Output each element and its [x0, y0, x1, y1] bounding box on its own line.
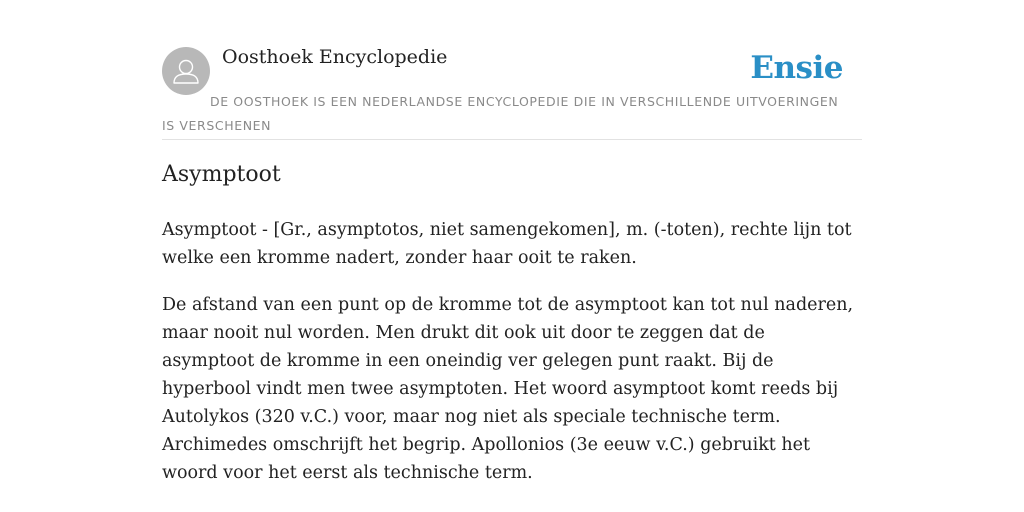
ensie-logo[interactable]: Ensie	[750, 50, 843, 86]
source-description: DE OOSTHOEK IS EEN NEDERLANDSE ENCYCLOPEDIE DIE IN VERSCHILLENDE UITVOERINGEN IS VERSCHENEN	[162, 94, 839, 133]
page-container	[162, 0, 862, 483]
article-paragraph-1: Asymptoot - [Gr., asymptotos, niet samengekomen], m. (-toten), rechte lijn tot welke een kromme nadert, zonder haar ooit te raken.	[162, 220, 852, 268]
article-paragraph-2: De afstand van een punt op de kromme tot de asymptoot kan tot nul naderen, maar nooit nul worden. Men drukt dit ook uit door te zeggen dat de asymptoot de kromme in een oneindig ver gelegen punt raakt. Bij de hyperbool vindt men twee asymptoten. Het woord asymptoot komt reeds bij Autolykos (320 v.C.) voor, maar nog niet als speciale technische term. Archimedes omschrijft het begrip. Apollonios (3e eeuw v.C.) gebruikt het woord voor het eerst als technische term.	[162, 295, 854, 483]
source-name-link[interactable]: Oosthoek Encyclopedie	[222, 46, 448, 68]
source-header	[162, 0, 862, 140]
article-title: Asymptoot	[162, 162, 281, 187]
user-avatar-icon[interactable]	[162, 47, 210, 95]
